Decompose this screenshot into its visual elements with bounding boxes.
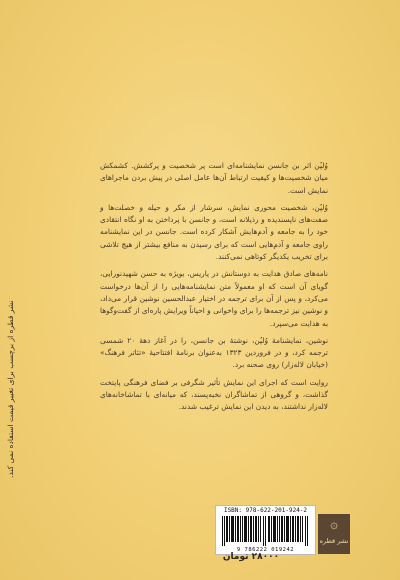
barcode-label	[215, 505, 316, 555]
publisher-logo-mark: ۞	[330, 517, 338, 532]
barcode-digits: 9 786222 019242	[236, 547, 295, 553]
blurb-text	[100, 160, 328, 419]
blurb-paragraph-1: وُلپُن اثر بن جانسن نمایشنامه‌ای است پر شخصیت و پرکشش. کشمکش میان شخصیت‌ها و کیفیت ارتباط آن‌ها عامل اصلی در پیش بردن ماجراهای نمایش است.	[100, 161, 328, 195]
blurb-paragraph-5: روایت است که اجرای این نمایش تأثیر شگرفی بر فضای فرهنگی پایتخت گذاشت، و گروهی از تماشاگران نخبه‌پسند، که میانه‌ای با تماشاخانه‌های لاله‌زار نداشتند، به دیدن این نمایش ترغیب شدند.	[100, 377, 328, 412]
blurb-paragraph-2: وُلپُن، شخصیت محوری نمایش، سرشار از مکر و حیله و خصلت‌ها و صفت‌های ناپسندیده و رذیلانه است، و جانسن با پرداختن به او نگاه انتقادی خود را به جامعه و آدم‌هایش آشکار کرده است. جانسن در این نمایشنامه راوی جامعه و آدم‌هایی است که برای رسیدن به منافع بیشتر از هیچ تلاشی برای تخریب یکدیگر کوتاهی نمی‌کنند.	[100, 202, 328, 262]
price-text: ۲۸۰۰۰ تومان	[222, 552, 280, 562]
price-label-notice: نشر قطره از برچسب برای تغییر قیمت استفاده نمی کند.	[6, 300, 15, 478]
publisher-logo	[318, 514, 350, 554]
blurb-paragraph-3: نامه‌های صادق هدایت به دوستانش در پاریس، بویژه به حسن شهیدنورایی، گویای آن است که او معمولاً متن نمایشنامه‌هایی را از آن‌ها درخواست می‌کرد، و پس از آن برای ترجمه در اختیار عبدالحسین نوشین قرار می‌داد، و نوشین نیز ترجمه‌ها را برای واخوانی و احیاناً ویرایش پاره‌ای از گفت‌وگوها به هدایت می‌سپرد.	[99, 269, 328, 328]
publisher-name: نشر قطره	[319, 537, 349, 545]
barcode-bars	[222, 516, 309, 546]
isbn-text: ISBN: 978-622-201-924-2	[223, 507, 308, 514]
blurb-paragraph-4: نوشین، نمایشنامهٔ وُلپُن، نوشتهٔ بن جانسن، را در آغاز دههٔ ۲۰ شمسی ترجمه کرد، و در فروردین ۱۳۲۳ به‌عنوان برنامهٔ افتتاحیهٔ «تئاتر فرهنگ» (خیابان لاله‌زار) روی صحنه برد.	[100, 335, 329, 370]
